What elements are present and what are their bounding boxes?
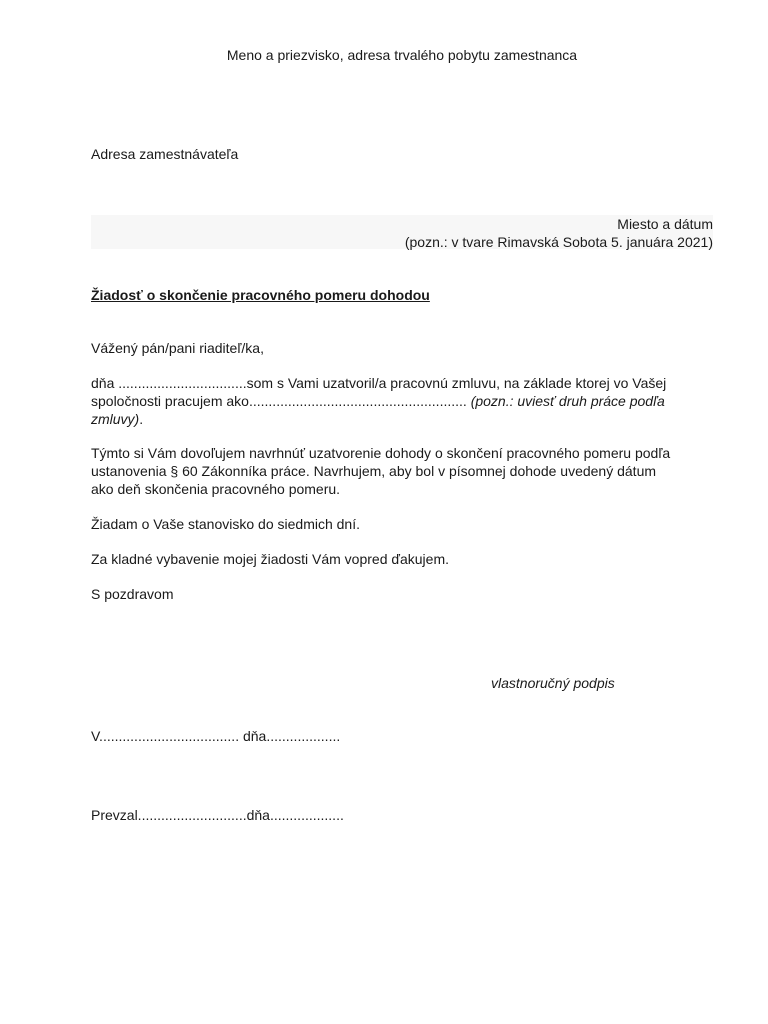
paragraph-proposal-line1: Týmto si Vám dovoľujem navrhnúť uzatvorenie dohody o skončení pracovného pomeru podľa <box>91 445 671 461</box>
paragraph-contract-line2 <box>91 392 691 410</box>
place-date-line: V.................................... dňa................... <box>91 728 341 744</box>
received-line: Prevzal............................dňa................... <box>91 807 344 823</box>
paragraph-proposal-line2: ustanovenia § 60 Zákonníka práce. Navrhujem, aby bol v písomnej dohode uvedený dátum <box>91 463 657 479</box>
paragraph-contract-line3 <box>91 410 691 428</box>
place-date-note: (pozn.: v tvare Rimavská Sobota 5. januára 2021) <box>404 234 713 250</box>
paragraph-contract-end: . <box>139 411 144 427</box>
signature-label: vlastnoručný podpis <box>491 675 615 691</box>
employee-header: Meno a priezvisko, adresa trvalého pobytu zamestnanca <box>226 47 578 63</box>
paragraph-contract-note-b: zmluvy) <box>91 411 140 427</box>
letter-subject: Žiadosť o skončenie pracovného pomeru dohodou <box>91 287 430 303</box>
place-date-block <box>91 215 713 249</box>
paragraph-contract <box>91 374 691 428</box>
paragraph-contract-line1: dňa .................................som s Vami uzatvoril/a pracovnú zmluvu, na základe ktorej vo Vašej <box>91 375 667 391</box>
place-date-label: Miesto a dátum <box>617 216 713 232</box>
paragraph-proposal <box>91 444 691 498</box>
paragraph-contract-note-a: (pozn.: uviesť druh práce podľa <box>470 393 665 409</box>
paragraph-contract-line2-text: spoločnosti pracujem ako........................................................ <box>91 393 471 409</box>
paragraph-proposal-line3: ako deň skončenia pracovného pomeru. <box>91 481 341 497</box>
closing: S pozdravom <box>91 586 174 602</box>
salutation: Vážený pán/pani riaditeľ/ka, <box>91 340 264 356</box>
employer-address: Adresa zamestnávateľa <box>91 146 239 162</box>
paragraph-thanks: Za kladné vybavenie mojej žiadosti Vám vopred ďakujem. <box>91 551 450 567</box>
paragraph-request: Žiadam o Vaše stanovisko do siedmich dní. <box>91 516 360 532</box>
